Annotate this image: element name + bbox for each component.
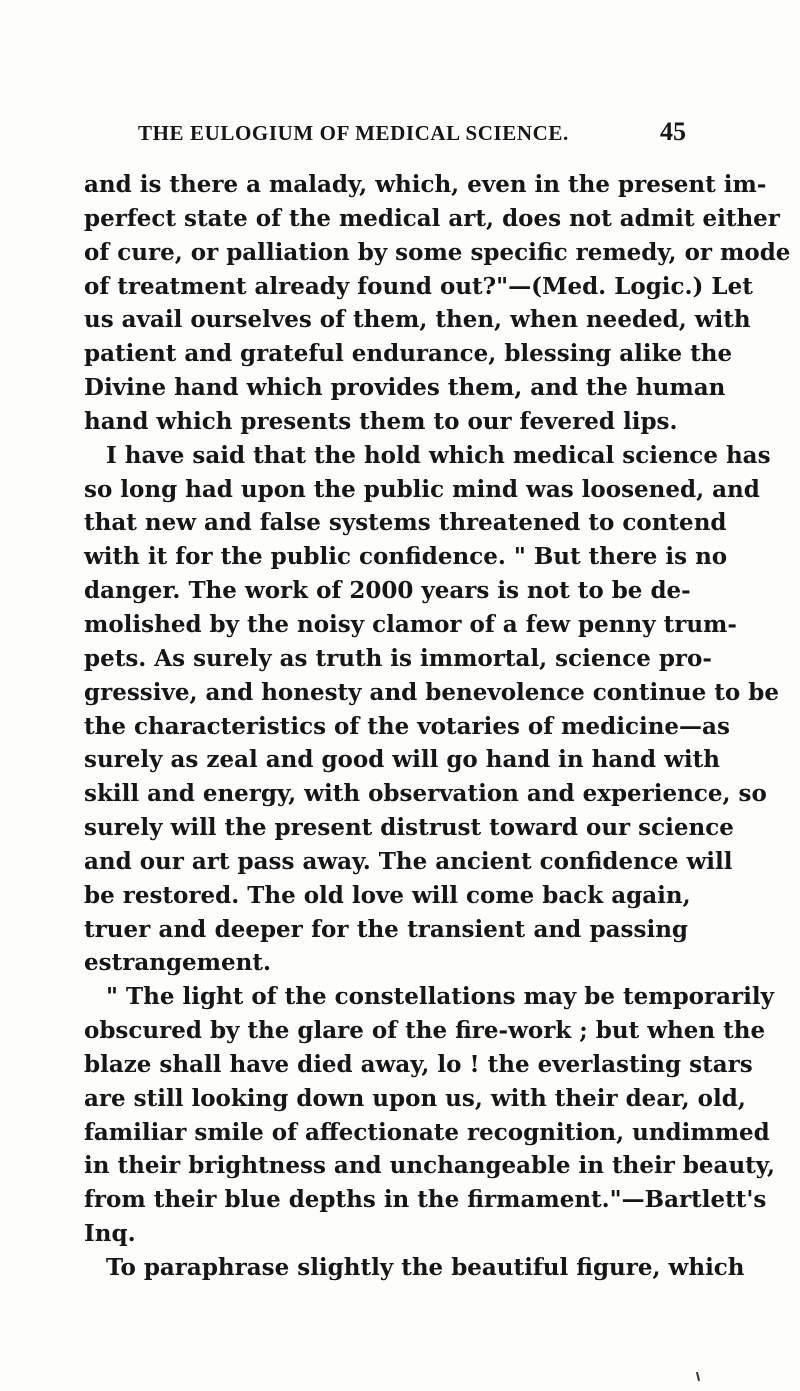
text-line: hand which presents them to our fevered lips. bbox=[84, 407, 678, 435]
text-line: blaze shall have died away, lo ! the everlasting stars bbox=[84, 1050, 753, 1078]
text-line: surely will the present distrust toward our science bbox=[84, 814, 734, 842]
text-line: that new and false systems threatened to contend bbox=[84, 509, 727, 537]
text-line: and is there a malady, which, even in the present im- bbox=[84, 171, 767, 198]
text-line: skill and energy, with observation and experience, so bbox=[84, 780, 767, 808]
text-line: To paraphrase slightly the beautiful figure, which bbox=[106, 1254, 745, 1281]
text-line: " The light of the constellations may be temporarily bbox=[106, 983, 774, 1011]
text-line: I have said that the hold which medical science has bbox=[106, 441, 771, 469]
running-title: THE EULOGIUM OF MEDICAL SCIENCE. bbox=[138, 121, 569, 145]
text-line: pets. As surely as truth is immortal, science pro- bbox=[84, 644, 712, 672]
text-line: of cure, or palliation by some specific remedy, or mode bbox=[84, 238, 791, 266]
text-line: gressive, and honesty and benevolence continue to be bbox=[84, 678, 779, 706]
text-line: Divine hand which provides them, and the human bbox=[84, 374, 726, 402]
text-line: so long had upon the public mind was loosened, and bbox=[84, 475, 760, 503]
text-line: are still looking down upon us, with their dear, old, bbox=[84, 1084, 746, 1112]
text-line: the characteristics of the votaries of medicine—as bbox=[84, 712, 730, 740]
text-line: of treatment already found out?"—(Med. Logic.) Let bbox=[84, 272, 753, 300]
page-number: 45 bbox=[660, 117, 686, 146]
text-line: with it for the public confidence. " But there is no bbox=[84, 543, 728, 571]
print-mark bbox=[696, 1372, 700, 1381]
text-line: be restored. The old love will come back again, bbox=[84, 881, 691, 909]
text-line: molished by the noisy clamor of a few penny trum- bbox=[84, 610, 737, 638]
text-line: surely as zeal and good will go hand in hand with bbox=[84, 746, 720, 774]
text-line: familiar smile of affectionate recognition, undimmed bbox=[84, 1118, 770, 1146]
text-line: truer and deeper for the transient and passing bbox=[84, 915, 688, 943]
text-line: danger. The work of 2000 years is not to be de- bbox=[84, 577, 691, 605]
body-text bbox=[84, 168, 791, 1285]
text-line: and our art pass away. The ancient confidence will bbox=[84, 847, 733, 875]
text-line: estrangement. bbox=[84, 949, 271, 977]
running-head bbox=[138, 117, 686, 147]
text-line: patient and grateful endurance, blessing alike the bbox=[84, 340, 733, 368]
text-line: Inq. bbox=[84, 1220, 136, 1248]
text-line: obscured by the glare of the fire-work ; but when the bbox=[84, 1017, 766, 1045]
text-line: us avail ourselves of them, then, when needed, with bbox=[84, 306, 751, 334]
text-line: from their blue depths in the firmament."—Bartlett's bbox=[84, 1186, 767, 1214]
text-line: in their brightness and unchangeable in their beauty, bbox=[84, 1152, 775, 1180]
text-line: perfect state of the medical art, does not admit either bbox=[84, 204, 780, 232]
